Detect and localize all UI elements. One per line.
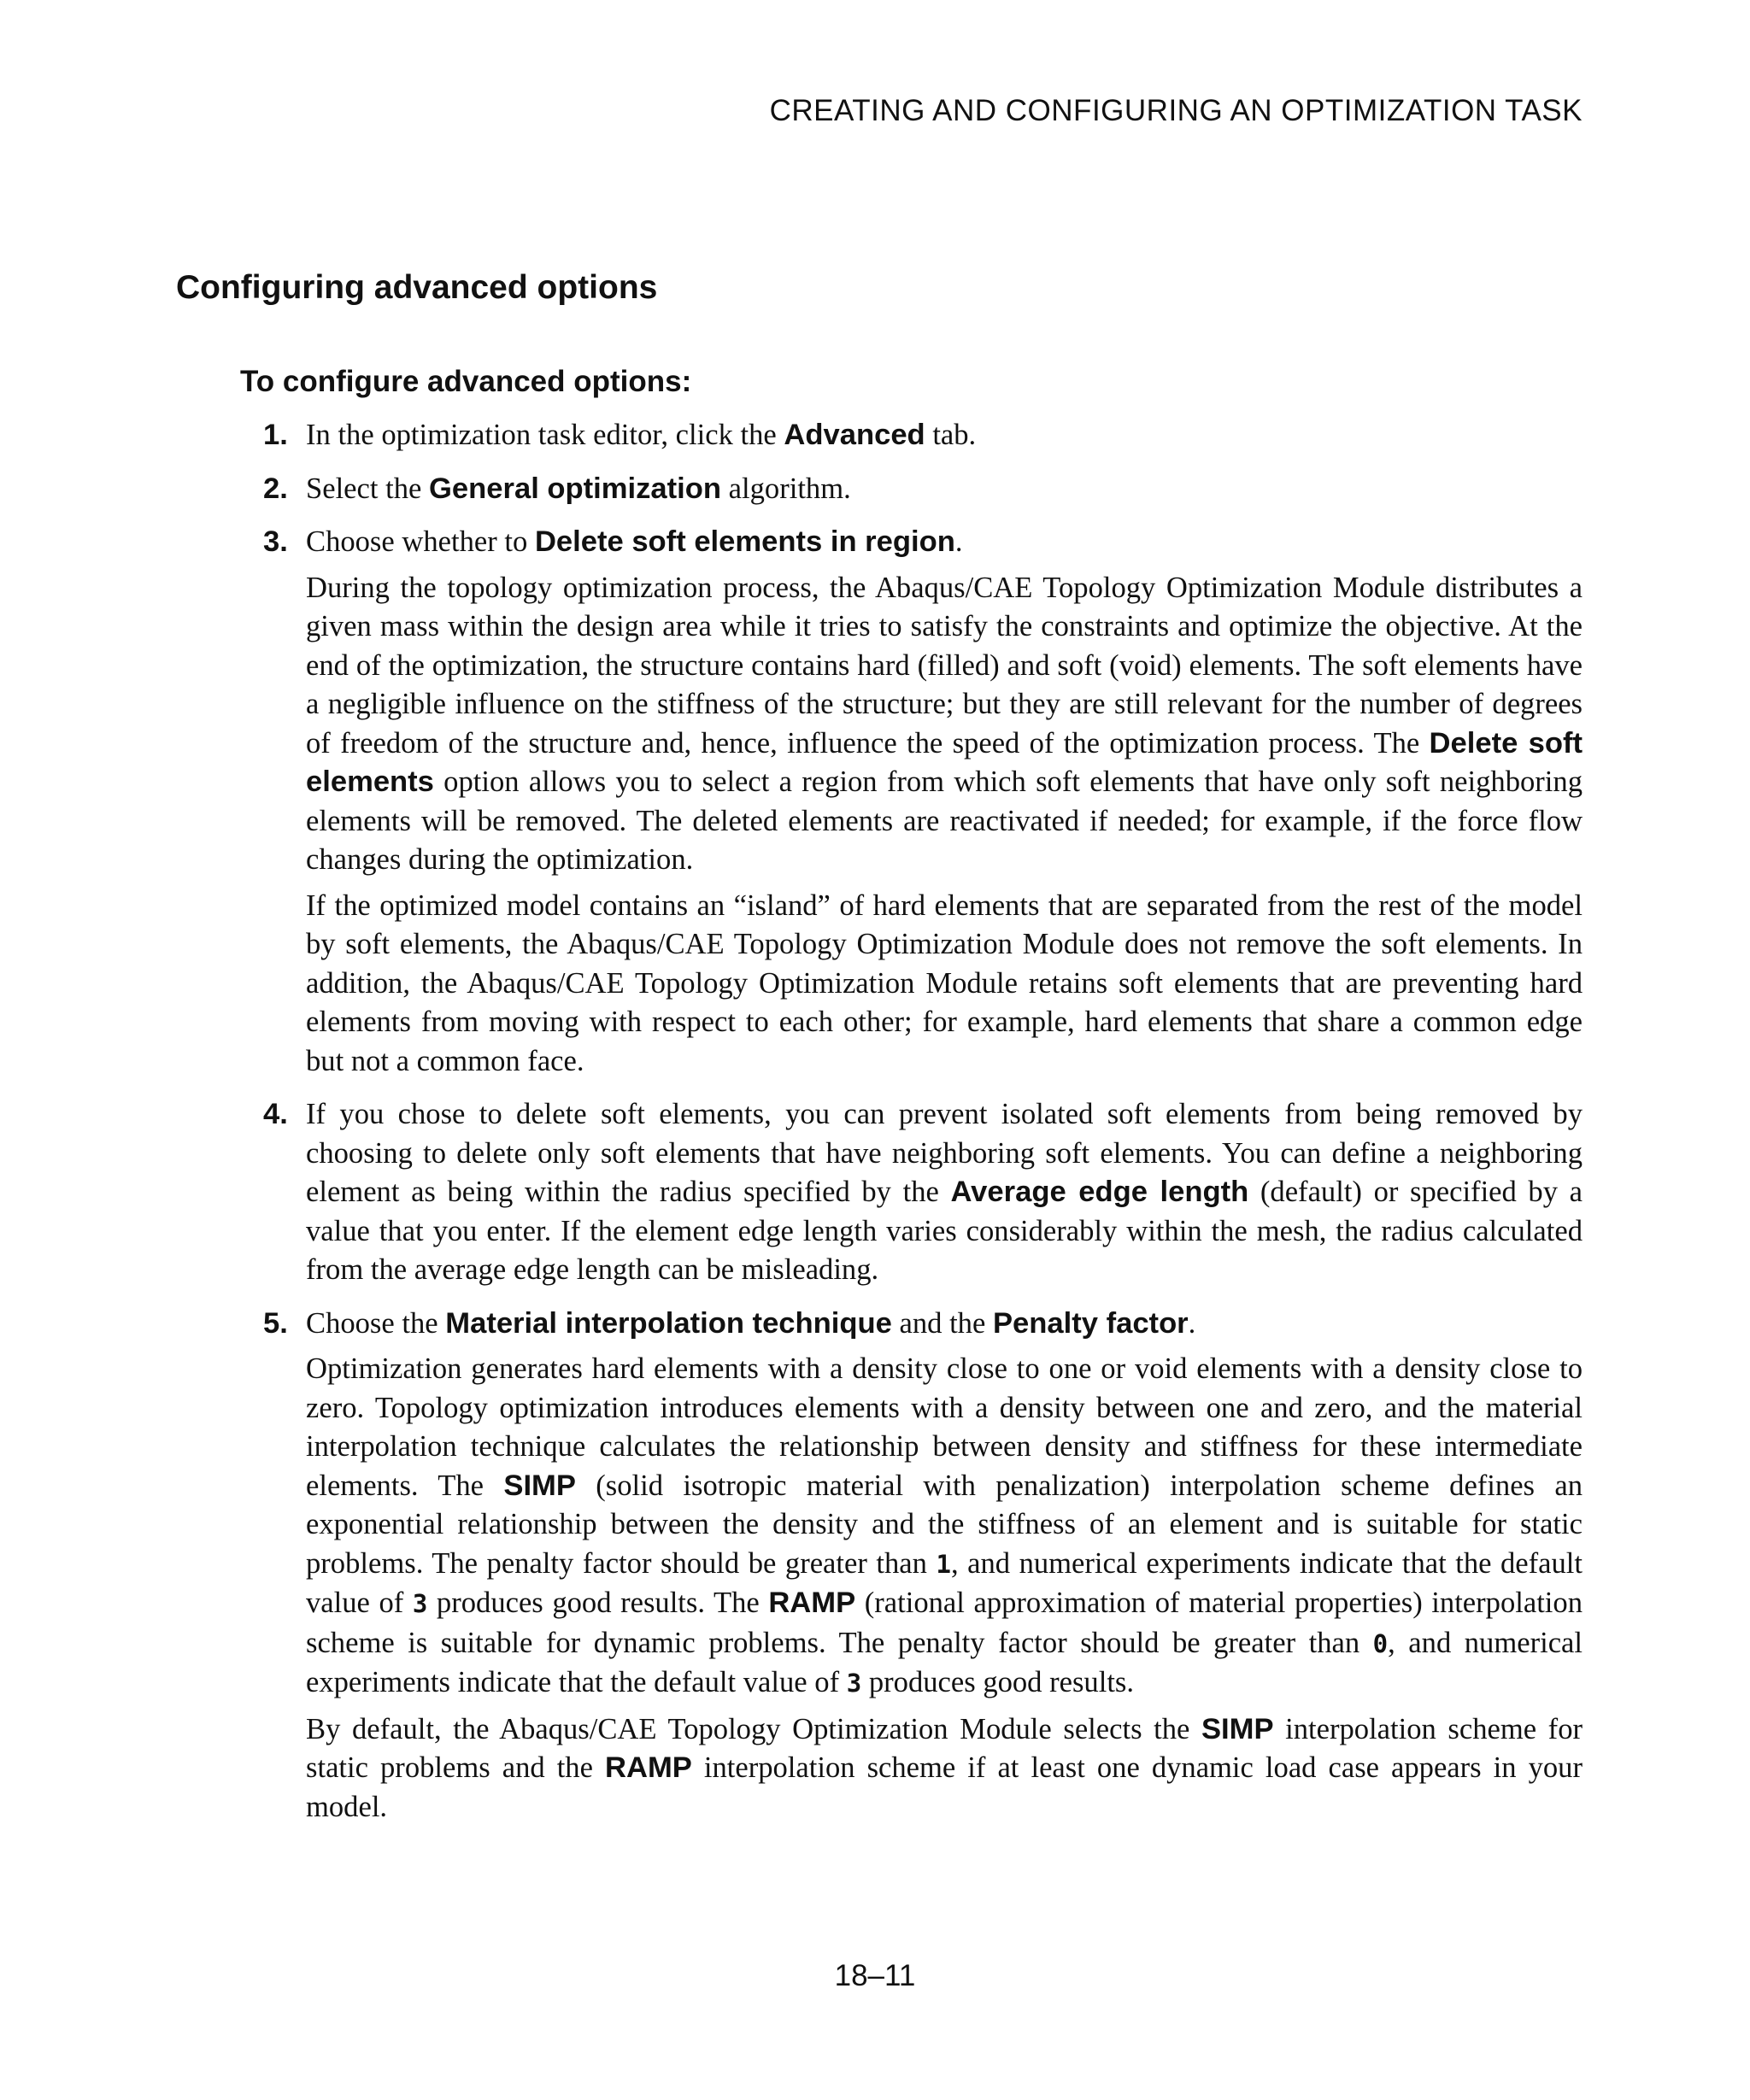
step-instruction (306, 1095, 1583, 1290)
ui-term: SIMP (1201, 1712, 1274, 1745)
step-number: 5. (263, 1306, 288, 1340)
step-explanation (306, 1350, 1583, 1704)
ui-term: Advanced (784, 419, 925, 451)
text-run: produces good results. (861, 1666, 1135, 1698)
text-run: algorithm. (721, 472, 851, 505)
text-run: . (954, 525, 963, 558)
procedure-step (263, 1095, 1583, 1290)
text-run: (rational approximation of material properties) interpolation scheme is suitable for dynamic problems. The penalty factor should be greater than (306, 1587, 1583, 1659)
step-instruction (306, 416, 1583, 455)
text-run: If you chose to delete soft elements, you can prevent isolated soft elements from being removed by choosing to delete only soft elements that have neighboring soft elements. You can define a neighboring element as being within the radius specified by the (306, 1098, 1583, 1208)
ui-term: Material interpolation technique (445, 1306, 892, 1340)
step-explanation (306, 1710, 1583, 1827)
text-run: tab. (925, 419, 977, 451)
procedure-step (263, 1305, 1583, 1827)
step-explanation (306, 569, 1583, 880)
ui-term: SIMP (503, 1469, 576, 1502)
text-run: and the (891, 1306, 993, 1340)
code-value: 1 (936, 1549, 951, 1579)
text-run: produces good results. The (427, 1587, 769, 1619)
step-number: 3. (263, 525, 288, 558)
ui-term: Delete soft elements in region (534, 525, 955, 558)
text-run: During the topology optimization process, the Abaqus/CAE Topology Optimization Module distributes a given mass within the design area while it tries to satisfy the constraints and optimize the objective. At the end of the optimization, the structure contains hard (filled) and soft (void) elements. The soft elements have a negligible influence on the stiffness of the structure; but they are still relevant for the number of degrees of freedom of the structure and, hence, influence the speed of the optimization process. The (306, 571, 1583, 760)
code-value: 3 (412, 1589, 428, 1618)
text-run: Choose whether to (306, 525, 535, 558)
text-run: In the optimization task editor, click the (306, 419, 784, 451)
text-run: By default, the Abaqus/CAE Topology Optimization Module selects the (306, 1712, 1201, 1745)
text-run: If the optimized model contains an “island” of hard elements that are separated from the rest of the model by soft elements, the Abaqus/CAE Topology Optimization Module does not remove the soft elements. In addition, the Abaqus/CAE Topology Optimization Module retains soft elements that are preventing hard elements from moving with respect to each other; for example, hard elements that share a common edge but not a common face. (306, 889, 1583, 1077)
text-run: , and numerical experiments indicate that the default value of (306, 1626, 1583, 1698)
step-number: 4. (263, 1098, 288, 1130)
procedure-step (263, 523, 1583, 1081)
ui-term: Delete soft elements (306, 726, 1583, 798)
ui-term: Average edge length (950, 1176, 1249, 1208)
text-run: (solid isotropic material with penalization) interpolation scheme defines an exponential relationship between the density and the stiffness of an element and is suitable for static problems. The penalty factor should be greater than (306, 1469, 1583, 1580)
step-instruction (306, 523, 1583, 562)
step-instruction (306, 1305, 1583, 1344)
text-run: Choose the (306, 1306, 446, 1340)
running-header: CREATING AND CONFIGURING AN OPTIMIZATION TASK (769, 94, 1583, 127)
text-run: (default) or specified by a value that you enter. If the element edge length varies considerably within the mesh, the radius calculated from the average edge length can be misleading. (306, 1176, 1583, 1286)
step-instruction (306, 470, 1583, 509)
procedure-step (263, 416, 1583, 455)
step-number: 2. (263, 472, 288, 505)
text-run: option allows you to select a region from which soft elements that have only soft neighboring elements will be removed. The deleted elements are reactivated if needed; for example, if the force flow changes during the optimization. (306, 766, 1583, 876)
text-run: interpolation scheme for static problems and the (306, 1712, 1583, 1784)
ui-term: RAMP (605, 1751, 692, 1784)
ui-term: RAMP (768, 1587, 856, 1619)
section-title: Configuring advanced options (176, 269, 658, 306)
text-run: Optimization generates hard elements with a density close to one or void elements with a density close to zero. Topology optimization introduces elements with a density between one and zero, and the material interpolation technique calculates the relationship between density and stiffness for these intermediate elements. The (306, 1352, 1583, 1502)
procedure-title: To configure advanced options: (240, 365, 692, 398)
ui-term: General optimization (429, 472, 722, 505)
text-run: Select the (306, 472, 430, 505)
procedure-steps (263, 416, 1583, 1841)
ui-term: Penalty factor (992, 1306, 1189, 1340)
code-value: 3 (846, 1669, 862, 1698)
text-run: , and numerical experiments indicate that the default value of (306, 1546, 1583, 1619)
text-run: . (1188, 1306, 1196, 1340)
code-value: 0 (1372, 1628, 1389, 1658)
step-number: 1. (263, 419, 288, 451)
procedure-step (263, 470, 1583, 509)
text-run: interpolation scheme if at least one dynamic load case appears in your model. (306, 1751, 1583, 1823)
page-number: 18–11 (834, 1959, 916, 1992)
step-explanation (306, 887, 1583, 1082)
